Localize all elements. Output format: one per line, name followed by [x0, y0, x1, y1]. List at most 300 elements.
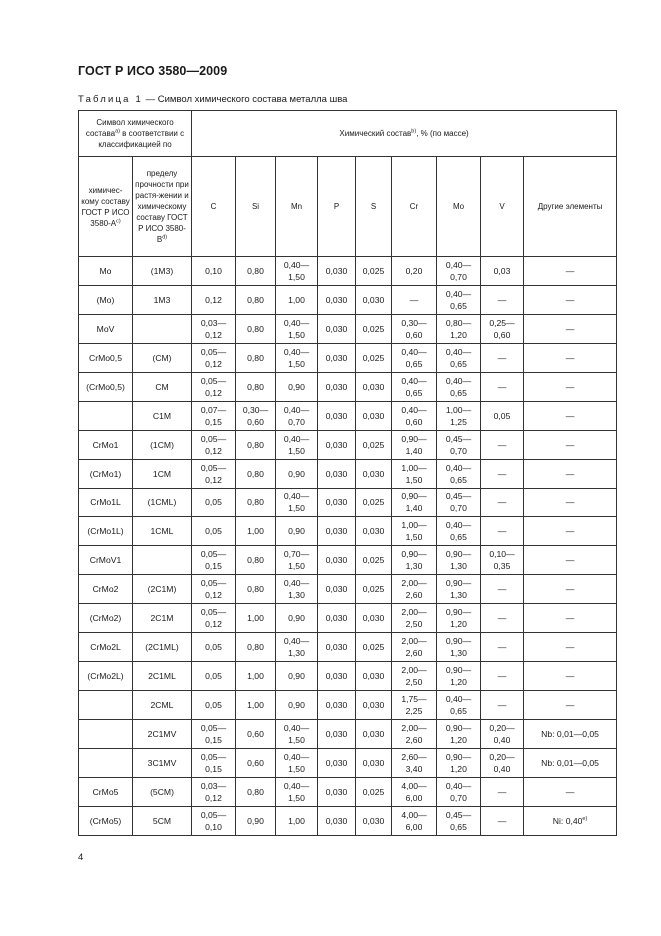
- cell-other: —: [524, 604, 617, 633]
- range-low: 0,45—: [445, 491, 472, 502]
- cell-s: 0,025: [356, 430, 392, 459]
- cell-cr: [392, 546, 437, 575]
- cell-iso-b: [133, 546, 192, 575]
- cell-iso-a: CrMo0,5: [79, 343, 133, 372]
- range-high: 0,15: [205, 561, 222, 572]
- range-high: 0,70: [450, 445, 467, 456]
- cell-p: 0,030: [318, 691, 356, 720]
- cell-cr: [392, 314, 437, 343]
- cell-mn: [276, 257, 318, 286]
- cell-mo: [437, 285, 481, 314]
- cell-si: 0,80: [236, 459, 276, 488]
- table-row: [79, 372, 617, 401]
- range-high: 0,15: [205, 416, 222, 427]
- cell-p: 0,030: [318, 777, 356, 806]
- range-high: 0,12: [205, 387, 222, 398]
- cell-p: 0,030: [318, 720, 356, 749]
- range-low: 0,05—: [200, 751, 227, 762]
- range-low: 0,05—: [200, 462, 227, 473]
- cell-mn: [276, 314, 318, 343]
- range-high: 1,20: [450, 763, 467, 774]
- table-caption: [78, 94, 347, 105]
- range-low: 0,40—: [283, 636, 310, 647]
- range-low: 0,05—: [200, 549, 227, 560]
- cell-mn: [276, 430, 318, 459]
- range-high: 1,30: [288, 590, 305, 601]
- cell-cr: [392, 488, 437, 517]
- range-high: 1,20: [450, 619, 467, 630]
- cell-mo: [437, 343, 481, 372]
- table-row: [79, 806, 617, 835]
- cell-iso-b: C1M: [133, 401, 192, 430]
- range-high: 0,10: [205, 821, 222, 832]
- table-row: [79, 285, 617, 314]
- cell-c: [192, 401, 236, 430]
- range-low: 0,40—: [283, 317, 310, 328]
- cell-p: 0,030: [318, 633, 356, 662]
- range-high: 2,60: [405, 734, 423, 745]
- cell-si: 0,90: [236, 806, 276, 835]
- cell-v: —: [481, 806, 524, 835]
- cell-s: 0,025: [356, 343, 392, 372]
- cell-cr: [392, 720, 437, 749]
- range-high: 1,50: [288, 445, 305, 456]
- range-low: 0,20—: [489, 751, 515, 762]
- range-high: 3,40: [405, 763, 423, 774]
- range-low: 0,40—: [283, 578, 310, 589]
- range-low: 0,40—: [283, 722, 310, 733]
- range-high: 0,65: [450, 821, 467, 832]
- cell-s: 0,030: [356, 662, 392, 691]
- cell-cr: [392, 604, 437, 633]
- cell-si: 0,80: [236, 314, 276, 343]
- table-row: [79, 430, 617, 459]
- cell-other: —: [524, 633, 617, 662]
- range-low: 0,70—: [283, 549, 310, 560]
- range-high: 1,50: [288, 503, 305, 514]
- range-low: 0,05—: [200, 578, 227, 589]
- range-low: 0,03—: [200, 780, 227, 791]
- range-high: 1,25: [450, 416, 467, 427]
- range-low: 0,40—: [401, 404, 427, 415]
- cell-mn: [276, 633, 318, 662]
- range-high: 0,65: [405, 387, 423, 398]
- table-row: [79, 517, 617, 546]
- table-row: [79, 257, 617, 286]
- range-high: 1,50: [288, 329, 305, 340]
- cell-v: —: [481, 662, 524, 691]
- cell-other: —: [524, 691, 617, 720]
- cell-mo: [437, 257, 481, 286]
- cell-s: 0,030: [356, 459, 392, 488]
- range-low: 0,90—: [445, 722, 472, 733]
- range-low: 0,45—: [445, 433, 472, 444]
- cell-mn: [276, 575, 318, 604]
- range-high: 0,70: [450, 271, 467, 282]
- range-low: 0,40—: [283, 751, 310, 762]
- cell-c: [192, 430, 236, 459]
- cell-iso-b: 2C1MV: [133, 720, 192, 749]
- cell-s: 0,030: [356, 748, 392, 777]
- range-high: 0,60: [405, 329, 423, 340]
- cell-cr: [392, 691, 437, 720]
- range-high: 0,15: [205, 763, 222, 774]
- range-high: 0,35: [493, 561, 511, 572]
- header-col-other: Другие элементы: [524, 157, 617, 257]
- cell-cr: [392, 430, 437, 459]
- range-high: 0,12: [205, 792, 222, 803]
- range-low: 0,90—: [445, 578, 472, 589]
- cell-iso-b: 2C1ML: [133, 662, 192, 691]
- cell-iso-a: CrMo1L: [79, 488, 133, 517]
- cell-s: 0,025: [356, 488, 392, 517]
- cell-si: 1,00: [236, 662, 276, 691]
- cell-iso-a: CrMo2L: [79, 633, 133, 662]
- range-low: 0,40—: [445, 462, 472, 473]
- table-row: [79, 459, 617, 488]
- cell-si: 0,80: [236, 430, 276, 459]
- header-col-mo: Mo: [437, 157, 481, 257]
- cell-iso-b: 1CM: [133, 459, 192, 488]
- cell-cr: [392, 575, 437, 604]
- cell-v: 0,03: [481, 257, 524, 286]
- cell-mo: [437, 633, 481, 662]
- table-row: [79, 633, 617, 662]
- range-low: 2,00—: [401, 607, 427, 618]
- header-col-mn: Mn: [276, 157, 318, 257]
- range-low: 0,40—: [283, 433, 310, 444]
- cell-iso-a: (CrMo1L): [79, 517, 133, 546]
- cell-cr: [392, 401, 437, 430]
- cell-iso-a: CrMo5: [79, 777, 133, 806]
- cell-cr: —: [392, 285, 437, 314]
- cell-s: 0,025: [356, 314, 392, 343]
- table-row: [79, 604, 617, 633]
- cell-c: 0,05: [192, 633, 236, 662]
- document-title: ГОСТ Р ИСО 3580—2009: [78, 64, 228, 78]
- cell-v: —: [481, 343, 524, 372]
- range-low: 0,05—: [200, 809, 227, 820]
- range-low: 0,05—: [200, 346, 227, 357]
- range-high: 0,12: [205, 590, 222, 601]
- range-low: 0,10—: [489, 549, 515, 560]
- cell-c: [192, 372, 236, 401]
- cell-p: 0,030: [318, 343, 356, 372]
- cell-s: 0,030: [356, 517, 392, 546]
- range-high: 1,50: [288, 358, 305, 369]
- cell-v: [481, 314, 524, 343]
- cell-c: 0,05: [192, 488, 236, 517]
- cell-mo: [437, 488, 481, 517]
- cell-mo: [437, 806, 481, 835]
- cell-v: [481, 748, 524, 777]
- cell-p: 0,030: [318, 372, 356, 401]
- range-low: 4,00—: [401, 809, 427, 820]
- header-col-s: S: [356, 157, 392, 257]
- range-high: 6,00: [405, 821, 423, 832]
- cell-c: 0,12: [192, 285, 236, 314]
- range-high: 0,40: [493, 763, 511, 774]
- range-high: 6,00: [405, 792, 423, 803]
- header-row-bottom: [79, 157, 617, 257]
- cell-p: 0,030: [318, 285, 356, 314]
- cell-other: —: [524, 459, 617, 488]
- cell-mn: [276, 546, 318, 575]
- table-row: [79, 748, 617, 777]
- range-low: 0,07—: [200, 404, 227, 415]
- cell-c: 0,05: [192, 691, 236, 720]
- range-low: 0,90—: [401, 491, 427, 502]
- cell-si: 0,80: [236, 633, 276, 662]
- cell-iso-a: MoV: [79, 314, 133, 343]
- range-low: 1,00—: [401, 520, 427, 531]
- cell-c: [192, 459, 236, 488]
- cell-iso-a: (CrMo2): [79, 604, 133, 633]
- cell-mn: 0,90: [276, 372, 318, 401]
- cell-si: 0,60: [236, 748, 276, 777]
- range-low: 2,60—: [401, 751, 427, 762]
- cell-v: [481, 720, 524, 749]
- cell-si: 0,80: [236, 343, 276, 372]
- range-low: 0,40—: [283, 404, 310, 415]
- cell-s: 0,025: [356, 546, 392, 575]
- cell-s: 0,025: [356, 633, 392, 662]
- range-low: 0,45—: [445, 809, 472, 820]
- cell-v: —: [481, 459, 524, 488]
- range-low: 0,30—: [242, 404, 269, 415]
- cell-iso-b: [133, 314, 192, 343]
- cell-iso-b: CM: [133, 372, 192, 401]
- range-high: 0,70: [450, 503, 467, 514]
- range-high: 0,65: [450, 706, 467, 717]
- range-low: 0,40—: [445, 375, 472, 386]
- range-high: 2,60: [405, 590, 423, 601]
- cell-iso-b: (CM): [133, 343, 192, 372]
- table-caption-text: — Символ химического состава металла шва: [142, 94, 348, 105]
- cell-v: —: [481, 691, 524, 720]
- range-high: 0,65: [450, 532, 467, 543]
- cell-mn: 0,90: [276, 691, 318, 720]
- cell-mn: 1,00: [276, 285, 318, 314]
- cell-cr: [392, 372, 437, 401]
- cell-si: 0,80: [236, 575, 276, 604]
- cell-c: [192, 720, 236, 749]
- header-classification-symbol: Символ химического состава$^{а)}$ в соответствии с классификацией по: [79, 111, 192, 157]
- cell-p: 0,030: [318, 314, 356, 343]
- cell-mn: 0,90: [276, 517, 318, 546]
- cell-mo: [437, 777, 481, 806]
- cell-v: —: [481, 372, 524, 401]
- range-low: 0,40—: [445, 780, 472, 791]
- cell-mn: [276, 777, 318, 806]
- cell-p: 0,030: [318, 604, 356, 633]
- cell-mo: [437, 517, 481, 546]
- cell-p: 0,030: [318, 806, 356, 835]
- cell-cr: [392, 806, 437, 835]
- range-low: 0,30—: [401, 317, 427, 328]
- cell-other: —: [524, 285, 617, 314]
- range-low: 1,00—: [401, 462, 427, 473]
- cell-iso-a: (CrMo1): [79, 459, 133, 488]
- range-low: 0,90—: [445, 665, 472, 676]
- cell-v: —: [481, 430, 524, 459]
- range-low: 0,90—: [445, 636, 472, 647]
- cell-s: 0,030: [356, 372, 392, 401]
- range-high: 1,50: [288, 763, 305, 774]
- cell-other: —: [524, 662, 617, 691]
- cell-v: —: [481, 575, 524, 604]
- range-high: 2,50: [405, 677, 423, 688]
- range-low: 0,40—: [283, 259, 310, 270]
- range-high: 1,50: [288, 561, 305, 572]
- range-high: 1,30: [405, 561, 423, 572]
- range-low: 2,00—: [401, 665, 427, 676]
- range-low: 4,00—: [401, 780, 427, 791]
- range-high: 0,65: [450, 474, 467, 485]
- header-col-iso-b: пределу прочности при растя-жении и химическому составу ГОСТ Р ИСО $3580-В^{d)}$: [133, 157, 192, 257]
- cell-mn: 0,90: [276, 662, 318, 691]
- cell-mn: 0,90: [276, 459, 318, 488]
- cell-c: [192, 748, 236, 777]
- cell-c: [192, 777, 236, 806]
- cell-c: [192, 343, 236, 372]
- cell-iso-b: (1CM): [133, 430, 192, 459]
- range-low: 0,40—: [283, 491, 310, 502]
- cell-cr: [392, 777, 437, 806]
- cell-mo: [437, 372, 481, 401]
- table-row: [79, 575, 617, 604]
- cell-iso-a: (Mo): [79, 285, 133, 314]
- range-high: 1,50: [405, 474, 423, 485]
- cell-mn: [276, 488, 318, 517]
- cell-v: —: [481, 633, 524, 662]
- cell-iso-a: (CrMo2L): [79, 662, 133, 691]
- cell-p: 0,030: [318, 517, 356, 546]
- table-row: [79, 401, 617, 430]
- range-low: 0,40—: [401, 346, 427, 357]
- range-high: 0,60: [493, 329, 511, 340]
- cell-iso-b: 2CML: [133, 691, 192, 720]
- cell-si: [236, 401, 276, 430]
- cell-mn: [276, 748, 318, 777]
- cell-iso-b: 1CML: [133, 517, 192, 546]
- cell-cr: [392, 343, 437, 372]
- cell-c: [192, 604, 236, 633]
- cell-s: 0,030: [356, 691, 392, 720]
- range-high: 1,50: [405, 532, 423, 543]
- cell-mn: 0,90: [276, 604, 318, 633]
- range-high: 0,65: [450, 387, 467, 398]
- range-high: 0,12: [205, 358, 222, 369]
- cell-mo: [437, 430, 481, 459]
- cell-iso-b: (1CML): [133, 488, 192, 517]
- header-col-cr: Cr: [392, 157, 437, 257]
- range-high: 0,60: [247, 416, 264, 427]
- cell-v: —: [481, 285, 524, 314]
- cell-mn: [276, 720, 318, 749]
- range-low: 0,03—: [200, 317, 227, 328]
- cell-si: 1,00: [236, 604, 276, 633]
- cell-v: [481, 546, 524, 575]
- range-high: 1,40: [405, 445, 423, 456]
- range-low: 0,05—: [200, 433, 227, 444]
- chemical-composition-table: [78, 110, 617, 836]
- cell-si: 1,00: [236, 691, 276, 720]
- header-col-v: V: [481, 157, 524, 257]
- range-low: 0,40—: [445, 346, 472, 357]
- cell-c: [192, 806, 236, 835]
- cell-mo: [437, 459, 481, 488]
- cell-mo: [437, 314, 481, 343]
- cell-iso-a: (CrMo5): [79, 806, 133, 835]
- table-row: [79, 662, 617, 691]
- cell-p: 0,030: [318, 257, 356, 286]
- range-low: 0,40—: [283, 346, 310, 357]
- cell-iso-b: (1M3): [133, 257, 192, 286]
- table-row: [79, 546, 617, 575]
- cell-s: 0,025: [356, 257, 392, 286]
- cell-cr: [392, 459, 437, 488]
- range-high: 1,30: [450, 648, 467, 659]
- range-low: 0,90—: [445, 549, 472, 560]
- cell-c: [192, 314, 236, 343]
- cell-si: 0,80: [236, 257, 276, 286]
- cell-other: Ni: 0,40$^{e)}$: [524, 806, 617, 835]
- cell-iso-a: [79, 691, 133, 720]
- cell-c: 0,05: [192, 662, 236, 691]
- cell-p: 0,030: [318, 430, 356, 459]
- range-high: 0,65: [450, 300, 467, 311]
- range-low: 0,05—: [200, 607, 227, 618]
- range-high: 1,20: [450, 734, 467, 745]
- range-low: 0,40—: [283, 780, 310, 791]
- cell-iso-b: 5CM: [133, 806, 192, 835]
- range-low: 2,00—: [401, 722, 427, 733]
- cell-iso-a: [79, 720, 133, 749]
- range-low: 0,90—: [401, 549, 427, 560]
- cell-other: —: [524, 372, 617, 401]
- cell-p: 0,030: [318, 488, 356, 517]
- range-high: 0,65: [405, 358, 423, 369]
- cell-v: —: [481, 777, 524, 806]
- cell-mo: [437, 546, 481, 575]
- cell-mo: [437, 604, 481, 633]
- range-low: 0,80—: [445, 317, 472, 328]
- cell-c: [192, 575, 236, 604]
- header-col-iso-a: химичес-кому составу ГОСТ Р ИСО $3580-А^{с)}$: [79, 157, 133, 257]
- cell-s: 0,030: [356, 806, 392, 835]
- cell-other: —: [524, 575, 617, 604]
- table-row: [79, 488, 617, 517]
- cell-mo: [437, 662, 481, 691]
- table-row: [79, 691, 617, 720]
- range-low: 0,40—: [445, 259, 472, 270]
- cell-si: 0,80: [236, 777, 276, 806]
- range-low: 0,40—: [445, 520, 472, 531]
- range-high: 0,12: [205, 619, 222, 630]
- range-high: 1,20: [450, 677, 467, 688]
- cell-c: 0,05: [192, 517, 236, 546]
- range-low: 2,00—: [401, 636, 427, 647]
- range-high: 1,30: [450, 561, 467, 572]
- table-row: [79, 343, 617, 372]
- cell-v: —: [481, 488, 524, 517]
- cell-si: 0,60: [236, 720, 276, 749]
- cell-si: 0,80: [236, 285, 276, 314]
- cell-other: Nb: 0,01—0,05: [524, 720, 617, 749]
- cell-iso-b: 3C1MV: [133, 748, 192, 777]
- cell-p: 0,030: [318, 662, 356, 691]
